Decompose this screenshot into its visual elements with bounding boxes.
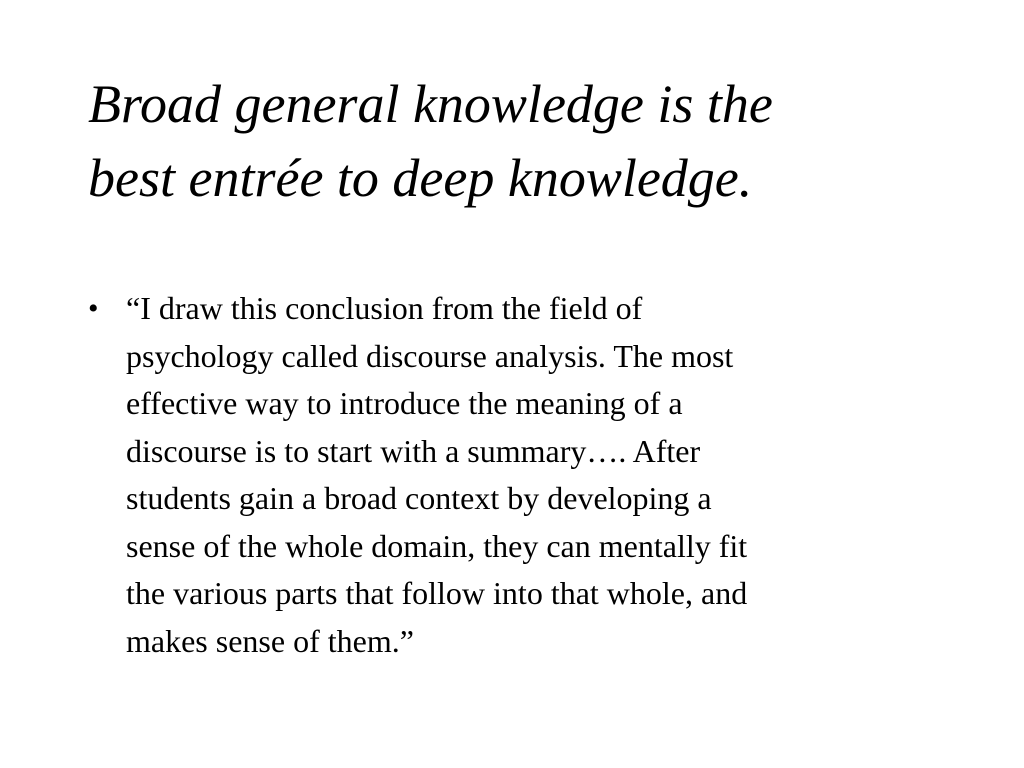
quote-line-7: the various parts that follow into that whole, and xyxy=(126,575,748,611)
quote-line-4: discourse is to start with a summary…. After xyxy=(126,432,701,469)
quote-line-3: effective way to introduce the meaning of a xyxy=(126,385,683,421)
quote-line-6: sense of the whole domain, they can mentally fit xyxy=(126,527,748,564)
slide-title xyxy=(88,67,968,215)
bullet-marker-icon: • xyxy=(88,292,99,325)
bullet-list xyxy=(88,285,918,665)
bullet-item-quote xyxy=(88,285,918,665)
quote-line-1: “I draw this conclusion from the field of xyxy=(126,290,643,326)
quote-line-5: students gain a broad context by developing a xyxy=(126,480,712,516)
title-line-2: best entrée to deep knowledge. xyxy=(88,148,753,208)
quote-line-2: psychology called discourse analysis. The most xyxy=(126,337,734,374)
quote-line-8: makes sense of them.” xyxy=(126,622,414,659)
title-line-1: Broad general knowledge is the xyxy=(88,74,773,134)
